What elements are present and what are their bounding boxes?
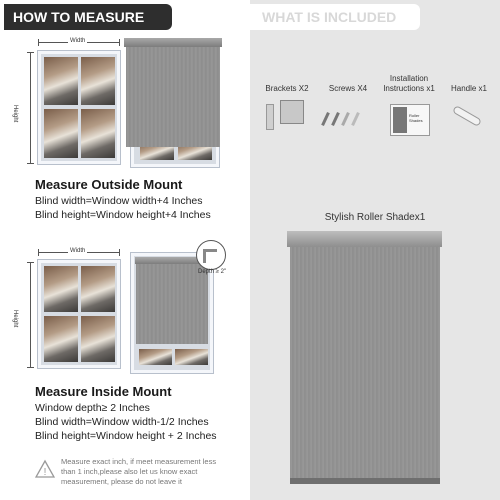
dimension-tick bbox=[27, 163, 34, 164]
svg-text:!: ! bbox=[43, 467, 47, 478]
screws-label: Screws X4 bbox=[328, 84, 368, 93]
handle-icon bbox=[452, 104, 486, 134]
inside-mount-depth-rule: Window depth≥ 2 Inches bbox=[35, 402, 150, 414]
window-frame bbox=[38, 260, 120, 368]
outside-mount-width-rule: Blind width=Window width+4 Inches bbox=[35, 195, 203, 207]
dimension-tick bbox=[38, 39, 39, 46]
shade-bottom-bar bbox=[290, 478, 440, 484]
dimension-tick bbox=[27, 262, 34, 263]
dimension-tick bbox=[119, 249, 120, 256]
window-pane bbox=[44, 57, 78, 105]
measurement-warning: Measure exact inch, if meet measurement less than 1 inch,please also let us know exact measurement, please do not leave it bbox=[61, 457, 217, 486]
inside-mount-width-rule: Blind width=Window width-1/2 Inches bbox=[35, 416, 209, 428]
inside-width-label: Width bbox=[70, 248, 86, 254]
inside-height-label: Height bbox=[12, 310, 18, 328]
depth-corner-icon bbox=[203, 249, 217, 263]
dimension-tick bbox=[27, 367, 34, 368]
height-dimension-line bbox=[30, 262, 31, 368]
depth-label: Depth ≥ 2" bbox=[198, 269, 227, 275]
window-pane bbox=[81, 57, 115, 105]
window-pane bbox=[175, 349, 208, 365]
screws-icon bbox=[322, 110, 370, 128]
window-pane bbox=[44, 266, 78, 312]
window-pane bbox=[44, 316, 78, 362]
roller-shade-headrail bbox=[287, 231, 442, 247]
window-pane bbox=[81, 266, 115, 312]
inside-mount-height-rule: Blind height=Window height + 2 Inches bbox=[35, 430, 217, 442]
roller-shade bbox=[126, 47, 220, 147]
window-frame bbox=[38, 51, 120, 164]
outside-mount-title: Measure Outside Mount bbox=[35, 177, 183, 192]
dimension-tick bbox=[119, 39, 120, 46]
roller-shade-product bbox=[290, 247, 440, 480]
roller-shade bbox=[136, 264, 208, 344]
handle-label: Handle x1 bbox=[450, 84, 488, 93]
depth-callout-circle bbox=[196, 240, 226, 270]
height-dimension-line bbox=[30, 52, 31, 164]
window-pane bbox=[139, 349, 172, 365]
window-pane bbox=[81, 316, 115, 362]
instructions-card bbox=[390, 104, 430, 136]
roller-shade-label: Stylish Roller Shadex1 bbox=[324, 212, 426, 223]
dimension-tick bbox=[27, 52, 34, 53]
instructions-label: Installation Instructions x1 bbox=[383, 74, 435, 93]
what-included-header: WHAT IS INCLUDED bbox=[250, 4, 420, 30]
brackets-label: Brackets X2 bbox=[265, 84, 309, 93]
inside-mount-title: Measure Inside Mount bbox=[35, 384, 172, 399]
how-to-measure-header: HOW TO MEASURE bbox=[4, 4, 172, 30]
instructions-card-title: Roller Shades bbox=[409, 113, 423, 123]
window-pane bbox=[44, 109, 78, 158]
bracket-icon bbox=[266, 100, 306, 132]
dimension-tick bbox=[38, 249, 39, 256]
outside-width-label: Width bbox=[70, 38, 86, 44]
window-pane bbox=[81, 109, 115, 158]
warning-icon bbox=[35, 459, 55, 479]
shade-headrail bbox=[124, 38, 222, 47]
outside-height-label: Height bbox=[12, 105, 18, 123]
outside-mount-height-rule: Blind height=Window height+4 Inches bbox=[35, 209, 211, 221]
